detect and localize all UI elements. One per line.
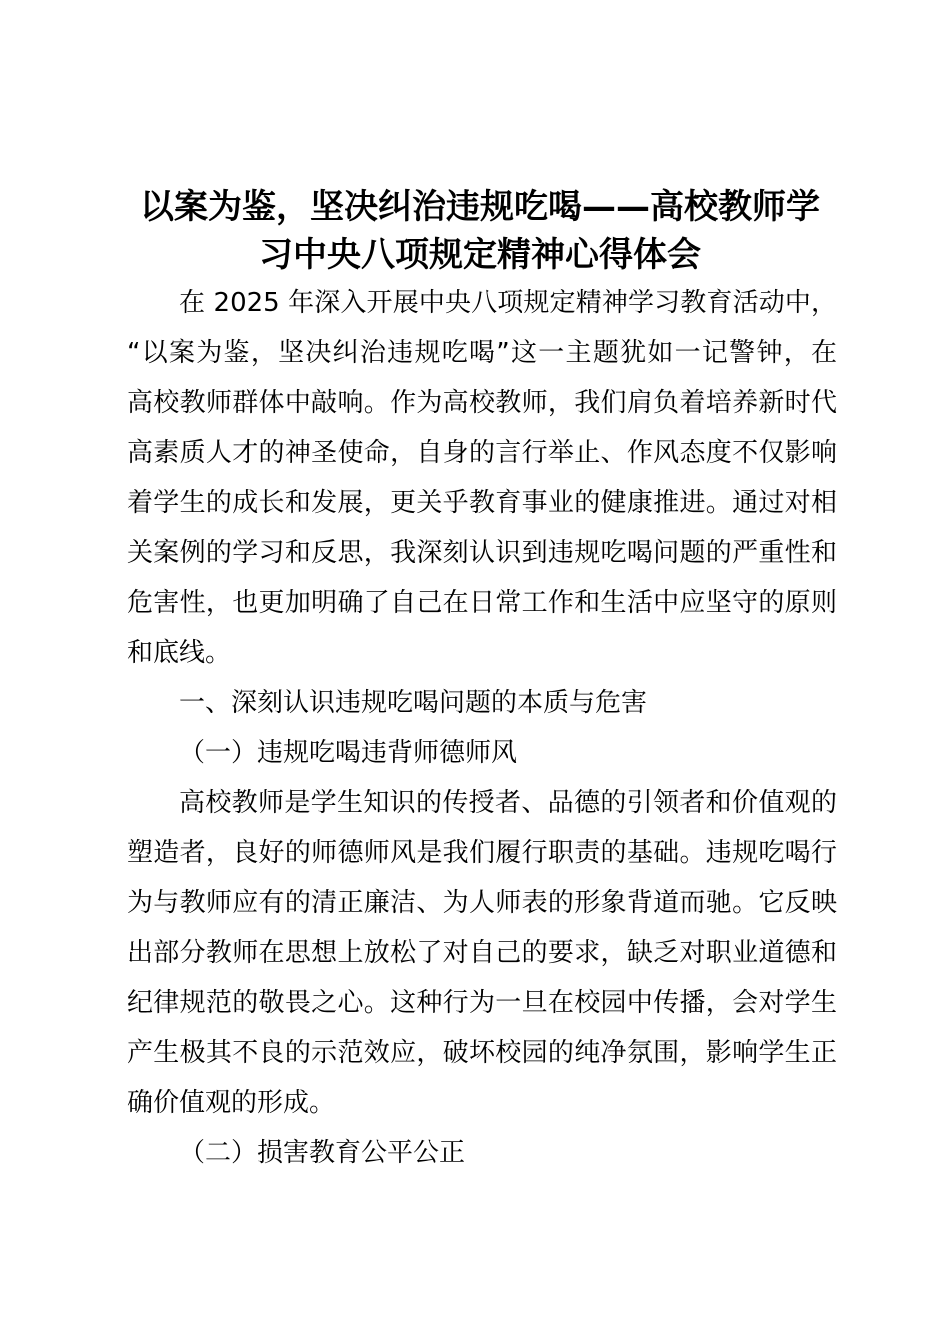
paragraph-2-line-3: 为与教师应有的清正廉洁、为人师表的形象背道而驰。它反映 — [127, 888, 837, 918]
paragraph-1-line-7: 危害性，也更加明确了自己在日常工作和生活中应坚守的原则 — [127, 588, 837, 618]
paragraph-2-line-7: 确价值观的形成。 — [127, 1088, 336, 1118]
paragraph-2-line-1: 高校教师是学生知识的传授者、品德的引领者和价值观的 — [179, 788, 837, 818]
paragraph-2-line-4: 出部分教师在思想上放松了对自己的要求，缺乏对职业道德和 — [127, 938, 837, 968]
subsection-2-heading: （二）损害教育公平公正 — [179, 1138, 466, 1168]
paragraph-2-line-6: 产生极其不良的示范效应，破坏校园的纯净氛围，影响学生正 — [127, 1038, 837, 1068]
paragraph-1-line-1: 在 2025 年深入开展中央八项规定精神学习教育活动中， — [179, 288, 837, 318]
document-title-line-1: 以案为鉴，坚决纠治违规吃喝——高校教师学 — [140, 187, 820, 227]
paragraph-2-line-2: 塑造者，良好的师德师风是我们履行职责的基础。违规吃喝行 — [127, 838, 837, 868]
paragraph-1-line-4: 高素质人才的神圣使命，自身的言行举止、作风态度不仅影响 — [127, 438, 837, 468]
paragraph-1-line-2: “以案为鉴，坚决纠治违规吃喝”这一主题犹如一记警钟，在 — [127, 338, 837, 368]
subsection-1-heading: （一）违规吃喝违背师德师风 — [179, 738, 518, 768]
paragraph-1-line-6: 关案例的学习和反思，我深刻认识到违规吃喝问题的严重性和 — [127, 538, 837, 568]
paragraph-2-line-5: 纪律规范的敬畏之心。这种行为一旦在校园中传播，会对学生 — [127, 988, 837, 1018]
paragraph-1-line-8: 和底线。 — [127, 638, 232, 668]
paragraph-1-line-3: 高校教师群体中敲响。作为高校教师，我们肩负着培养新时代 — [127, 388, 837, 418]
section-1-heading: 一、深刻认识违规吃喝问题的本质与危害 — [179, 688, 648, 718]
paragraph-1-line-5: 着学生的成长和发展，更关乎教育事业的健康推进。通过对相 — [127, 488, 837, 518]
document-title-line-2: 习中央八项规定精神心得体会 — [259, 235, 701, 275]
